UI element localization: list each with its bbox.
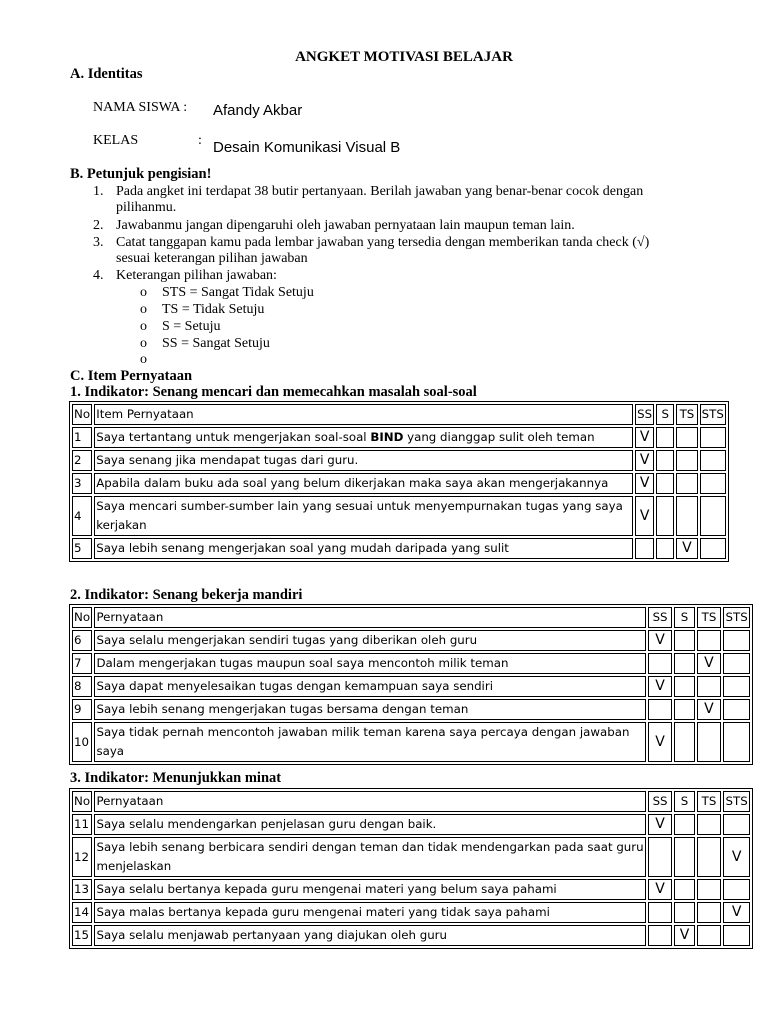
answer-ss[interactable]: V	[635, 427, 654, 448]
row-statement: Saya lebih senang mengerjakan tugas bersama dengan teman	[94, 699, 645, 720]
answer-ts[interactable]	[697, 722, 722, 762]
answer-sts[interactable]: V	[723, 902, 750, 923]
answer-s[interactable]: V	[674, 925, 694, 946]
indikator-2-heading: 2. Indikator: Senang bekerja mandiri	[70, 587, 303, 603]
answer-s[interactable]	[656, 427, 674, 448]
answer-s[interactable]	[674, 630, 694, 651]
answer-s[interactable]	[656, 496, 674, 536]
answer-ts[interactable]	[697, 879, 722, 900]
col-sts: STS	[723, 791, 750, 812]
answer-s[interactable]	[656, 538, 674, 559]
row-no: 14	[72, 902, 92, 923]
row-no: 2	[72, 450, 92, 471]
answer-ts[interactable]	[697, 837, 722, 877]
row-statement: Saya mencari sumber-sumber lain yang sesuai untuk menyempurnakan tugas yang saya kerjakan	[94, 496, 633, 536]
row-statement: Saya lebih senang berbicara sendiri dengan teman dan tidak mendengarkan pada saat guru menjelaskan	[94, 837, 645, 877]
table-row	[72, 722, 750, 762]
answer-ss[interactable]: V	[648, 722, 673, 762]
col-no: No	[72, 791, 92, 812]
row-statement: Saya selalu mendengarkan penjelasan guru dengan baik.	[94, 814, 645, 835]
answer-ts[interactable]	[697, 902, 722, 923]
row-no: 1	[72, 427, 92, 448]
petunjuk-num-1: 1.	[93, 184, 104, 199]
table-row	[72, 699, 750, 720]
answer-sts[interactable]	[723, 653, 750, 674]
row-no: 4	[72, 496, 92, 536]
col-ts: TS	[697, 791, 722, 812]
col-ss: SS	[648, 791, 673, 812]
answer-s[interactable]	[674, 902, 694, 923]
table-row	[72, 450, 726, 471]
indikator-3-table	[69, 788, 753, 949]
answer-ss[interactable]: V	[635, 473, 654, 494]
col-ts: TS	[676, 404, 697, 425]
answer-sts[interactable]	[723, 814, 750, 835]
statement-text-end: yang dianggap sulit oleh teman	[403, 430, 595, 444]
table-row	[72, 814, 750, 835]
petunjuk-num-3: 3.	[93, 235, 104, 250]
answer-s[interactable]	[674, 676, 694, 697]
col-no: No	[72, 607, 92, 628]
statement-text: Saya tertantang untuk mengerjakan soal-soal	[96, 430, 371, 444]
table-row	[72, 538, 726, 559]
answer-ss[interactable]	[635, 538, 654, 559]
col-ss: SS	[648, 607, 673, 628]
indikator-3-heading: 3. Indikator: Menunjukkan minat	[70, 770, 282, 786]
petunjuk-text-3: Catat tanggapan kamu pada lembar jawaban yang tersedia dengan memberikan tanda check (√)	[116, 235, 650, 250]
petunjuk-text-2: Jawabanmu jangan dipengaruhi oleh jawaban pernyataan lain maupun teman lain.	[116, 218, 575, 233]
row-statement: Apabila dalam buku ada soal yang belum dikerjakan maka saya akan mengerjakannya	[94, 473, 633, 494]
answer-ts[interactable]	[697, 630, 722, 651]
row-statement: Saya selalu bertanya kepada guru mengenai materi yang belum saya pahami	[94, 879, 645, 900]
keterangan-s: S = Setuju	[162, 319, 221, 334]
row-no: 8	[72, 676, 92, 697]
answer-ss[interactable]: V	[648, 630, 673, 651]
item-heading: C. Item Pernyataan	[70, 368, 193, 384]
answer-ss[interactable]: V	[648, 814, 673, 835]
table-row	[72, 496, 726, 536]
kelas-label: KELAS	[93, 133, 139, 148]
statement-bold: BIND	[370, 430, 404, 444]
answer-ts[interactable]	[697, 676, 722, 697]
row-no: 11	[72, 814, 92, 835]
answer-sts[interactable]	[723, 925, 750, 946]
row-statement: Saya dapat menyelesaikan tugas dengan kemampuan saya sendiri	[94, 676, 645, 697]
kelas-value[interactable]: Desain Komunikasi Visual B	[213, 139, 401, 156]
col-pernyataan: Pernyataan	[94, 607, 645, 628]
answer-sts[interactable]	[700, 450, 726, 471]
indikator-2-table	[69, 604, 753, 765]
answer-ss[interactable]	[648, 837, 673, 877]
bullet-4: o	[140, 336, 147, 351]
answer-sts[interactable]	[723, 722, 750, 762]
keterangan-ts: TS = Tidak Setuju	[162, 302, 265, 317]
bullet-5: o	[140, 352, 147, 367]
answer-s[interactable]	[674, 653, 694, 674]
petunjuk-text-1b: pilihanmu.	[116, 200, 177, 215]
answer-ss[interactable]	[648, 925, 673, 946]
answer-ts[interactable]: V	[697, 653, 722, 674]
answer-s[interactable]	[674, 814, 694, 835]
answer-sts[interactable]	[700, 427, 726, 448]
answer-sts[interactable]: V	[723, 837, 750, 877]
petunjuk-num-2: 2.	[93, 218, 104, 233]
answer-s[interactable]	[674, 879, 694, 900]
indikator-1-table	[69, 401, 729, 562]
answer-ts[interactable]	[697, 925, 722, 946]
answer-ts[interactable]	[697, 814, 722, 835]
answer-ss[interactable]: V	[635, 496, 654, 536]
row-no: 3	[72, 473, 92, 494]
row-statement: Dalam mengerjakan tugas maupun soal saya mencontoh milik teman	[94, 653, 645, 674]
row-statement: Saya selalu mengerjakan sendiri tugas yang diberikan oleh guru	[94, 630, 645, 651]
table-row	[72, 676, 750, 697]
nama-value[interactable]: Afandy Akbar	[213, 102, 303, 119]
answer-s[interactable]	[674, 837, 694, 877]
col-ts: TS	[697, 607, 722, 628]
keterangan-sts: STS = Sangat Tidak Setuju	[162, 285, 314, 300]
answer-ts[interactable]	[676, 450, 697, 471]
bullet-3: o	[140, 319, 147, 334]
row-statement: Saya selalu menjawab pertanyaan yang diajukan oleh guru	[94, 925, 645, 946]
col-sts: STS	[723, 607, 750, 628]
table-header-row	[72, 791, 750, 812]
row-statement: Saya senang jika mendapat tugas dari guru.	[94, 450, 633, 471]
keterangan-ss: SS = Sangat Setuju	[162, 336, 270, 351]
identitas-heading: A. Identitas	[70, 66, 143, 82]
answer-ss[interactable]	[648, 902, 673, 923]
col-ss: SS	[635, 404, 654, 425]
table-row	[72, 902, 750, 923]
row-no: 13	[72, 879, 92, 900]
answer-ss[interactable]: V	[635, 450, 654, 471]
answer-ts[interactable]	[676, 427, 697, 448]
answer-ts[interactable]	[676, 496, 697, 536]
col-pernyataan: Pernyataan	[94, 791, 645, 812]
col-no: No	[72, 404, 92, 425]
row-no: 6	[72, 630, 92, 651]
table-row	[72, 879, 750, 900]
answer-s[interactable]	[656, 450, 674, 471]
col-s: S	[674, 791, 694, 812]
nama-label: NAMA SISWA :	[93, 100, 188, 115]
table-row	[72, 630, 750, 651]
answer-s[interactable]	[656, 473, 674, 494]
kelas-colon: :	[198, 133, 202, 148]
row-no: 12	[72, 837, 92, 877]
row-statement	[94, 427, 633, 448]
answer-sts[interactable]	[700, 538, 726, 559]
answer-ts[interactable]	[676, 473, 697, 494]
table-row	[72, 653, 750, 674]
answer-sts[interactable]	[723, 699, 750, 720]
row-no: 9	[72, 699, 92, 720]
answer-sts[interactable]	[723, 630, 750, 651]
row-no: 5	[72, 538, 92, 559]
answer-sts[interactable]	[700, 473, 726, 494]
petunjuk-text-1: Pada angket ini terdapat 38 butir pertanyaan. Berilah jawaban yang benar-benar cocok dengan	[116, 184, 644, 199]
table-row	[72, 427, 726, 448]
petunjuk-heading: B. Petunjuk pengisian!	[70, 166, 212, 182]
col-pernyataan: Item Pernyataan	[94, 404, 633, 425]
table-row	[72, 473, 726, 494]
table-row	[72, 925, 750, 946]
table-header-row	[72, 607, 750, 628]
bullet-2: o	[140, 302, 147, 317]
row-no: 10	[72, 722, 92, 762]
answer-ss[interactable]: V	[648, 676, 673, 697]
indikator-1-heading: 1. Indikator: Senang mencari dan memecahkan masalah soal-soal	[70, 384, 477, 400]
answer-sts[interactable]	[723, 879, 750, 900]
row-statement: Saya malas bertanya kepada guru mengenai materi yang tidak saya pahami	[94, 902, 645, 923]
answer-s[interactable]	[674, 722, 694, 762]
answer-ss[interactable]: V	[648, 879, 673, 900]
petunjuk-text-3b: sesuai keterangan pilihan jawaban	[116, 251, 308, 266]
row-statement: Saya lebih senang mengerjakan soal yang mudah daripada yang sulit	[94, 538, 633, 559]
answer-sts[interactable]	[723, 676, 750, 697]
answer-ss[interactable]	[648, 699, 673, 720]
col-s: S	[674, 607, 694, 628]
row-statement: Saya tidak pernah mencontoh jawaban milik teman karena saya percaya dengan jawaban saya	[94, 722, 645, 762]
answer-ss[interactable]	[648, 653, 673, 674]
row-no: 7	[72, 653, 92, 674]
col-s: S	[656, 404, 674, 425]
page-title: ANGKET MOTIVASI BELAJAR	[295, 49, 513, 65]
answer-sts[interactable]	[700, 496, 726, 536]
col-sts: STS	[700, 404, 726, 425]
answer-ts[interactable]: V	[676, 538, 697, 559]
table-header-row	[72, 404, 726, 425]
petunjuk-num-4: 4.	[93, 268, 104, 283]
table-row	[72, 837, 750, 877]
row-no: 15	[72, 925, 92, 946]
answer-s[interactable]	[674, 699, 694, 720]
answer-ts[interactable]: V	[697, 699, 722, 720]
petunjuk-text-4: Keterangan pilihan jawaban:	[116, 268, 277, 283]
bullet-1: o	[140, 285, 147, 300]
